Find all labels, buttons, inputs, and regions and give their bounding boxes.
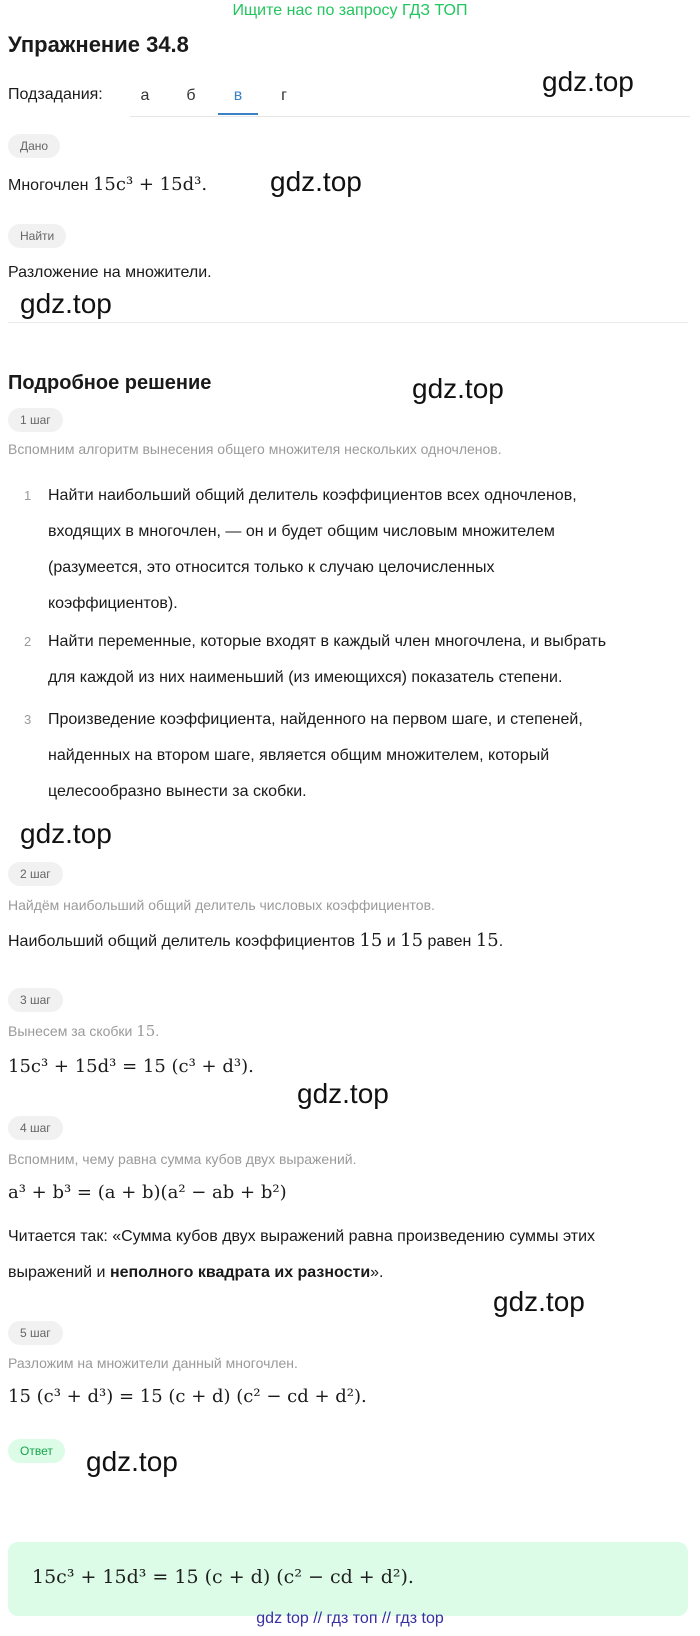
tab-g[interactable]: г xyxy=(281,87,287,104)
step4-note: Вспомним, чему равна сумма кубов двух выражений. xyxy=(8,1151,357,1167)
find-chip: Найти xyxy=(8,224,66,248)
given-chip: Дано xyxy=(8,134,60,158)
footer-links[interactable]: gdz top // гдз топ // гдз top xyxy=(256,1610,444,1627)
subtasks-label: Подзадания: xyxy=(8,86,103,103)
solution-title: Подробное решение xyxy=(8,372,212,394)
step3-note: Вынесем за скобки 15. xyxy=(8,1022,160,1040)
given-prefix: Многочлен xyxy=(8,177,93,194)
watermark: gdz.top xyxy=(20,288,112,319)
list-item: Найти переменные, которые входят в каждый член многочлена, и выбрать для каждой из них наименьший (из имеющихся) показатель степени. xyxy=(48,633,607,686)
answer-box xyxy=(8,1542,688,1616)
list-number: 2 xyxy=(24,634,32,649)
step4-formula: a³ + b³ = (a + b)(a² − ab + b²) xyxy=(8,1182,287,1203)
watermark: gdz.top xyxy=(542,66,634,97)
step1-note: Вспомним алгоритм вынесения общего множителя нескольких одночленов. xyxy=(8,441,502,457)
step2-chip: 2 шаг xyxy=(8,862,63,886)
step5-expr: 15 (c³ + d³) = 15 (c + d) (c² − cd + d²). xyxy=(8,1386,367,1407)
step3-chip: 3 шаг xyxy=(8,988,63,1012)
step4-read-line2: выражений и неполного квадрата их разности». xyxy=(8,1264,384,1281)
list-number: 3 xyxy=(24,712,32,727)
list-number: 1 xyxy=(24,488,32,503)
tab-b[interactable]: б xyxy=(186,87,196,104)
step1-chip: 1 шаг xyxy=(8,408,63,432)
step4-read-line1: Читается так: «Сумма кубов двух выражений равна произведению суммы этих xyxy=(8,1228,596,1245)
tab-a[interactable]: а xyxy=(140,87,150,104)
step5-note: Разложим на множители данный многочлен. xyxy=(8,1355,298,1371)
tab-v[interactable]: в xyxy=(218,78,258,115)
search-banner: Ищите нас по запросу ГДЗ ТОП xyxy=(232,2,468,19)
step4-chip: 4 шаг xyxy=(8,1116,63,1140)
step3-expr: 15c³ + 15d³ = 15 (c³ + d³). xyxy=(8,1056,254,1077)
watermark: gdz.top xyxy=(297,1078,389,1109)
watermark: gdz.top xyxy=(86,1446,178,1477)
find-text: Разложение на множители. xyxy=(8,264,212,281)
page-title: Упражнение 34.8 xyxy=(8,32,189,57)
list-item: Найти наибольший общий делитель коэффициентов всех одночленов, входящих в многочлен, — он и будет общим числовым множителем (разумеется, это относится только к случаю целочисленных коэффициентов). xyxy=(48,487,577,612)
divider xyxy=(8,322,688,323)
answer-expr: 15c³ + 15d³ = 15 (c + d) (c² − cd + d²). xyxy=(32,1566,414,1588)
given-expr: 15c³ + 15d³. xyxy=(92,174,208,195)
given-text xyxy=(8,174,207,195)
step2-text: Наибольший общий делитель коэффициентов 15 и 15 равен 15. xyxy=(8,930,504,951)
step5-chip: 5 шаг xyxy=(8,1321,63,1345)
watermark: gdz.top xyxy=(412,373,504,404)
list-item: Произведение коэффициента, найденного на первом шаге, и степеней, найденных на втором шаге, является общим множителем, который целесообразно вынести за скобки. xyxy=(48,711,583,800)
step2-note: Найдём наибольший общий делитель числовых коэффициентов. xyxy=(8,897,435,913)
answer-chip: Ответ xyxy=(8,1439,65,1463)
watermark: gdz.top xyxy=(20,818,112,849)
watermark: gdz.top xyxy=(270,166,362,197)
watermark: gdz.top xyxy=(493,1286,585,1317)
